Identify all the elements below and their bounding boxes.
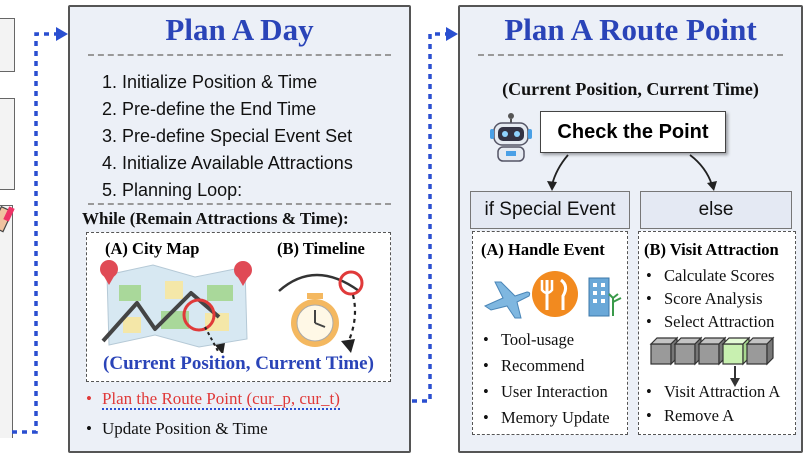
handle-event-title: (A) Handle Event (481, 240, 605, 259)
title-divider (88, 54, 391, 56)
list-item: • Visit Attraction A (644, 382, 780, 406)
step-item: 1. Initialize Position & Time (102, 72, 318, 92)
step-item: 2. Pre-define the End Time (102, 99, 317, 119)
update-position-item: • Update Position & Time (86, 419, 268, 438)
city-map-icon (95, 255, 260, 353)
loop-state-box (86, 232, 391, 382)
handle-event-box (472, 231, 628, 435)
plan-a-day-panel (68, 5, 411, 453)
loop-divider (88, 203, 391, 205)
arrowhead-route (446, 27, 458, 41)
airplane-icon (485, 282, 530, 318)
list-item: • User Interaction (481, 382, 610, 408)
cube-selected (723, 338, 749, 364)
clock-icon (265, 261, 383, 359)
connector-left-to-day (12, 34, 56, 432)
attraction-cubes-icon (649, 336, 789, 388)
branch-else: else (640, 191, 792, 229)
plan-a-route-point-title: Plan A Route Point (504, 12, 757, 47)
branch-if-special-event: if Special Event (470, 191, 630, 229)
while-label: While (Remain Attractions & Time): (82, 209, 349, 228)
title-divider (478, 54, 783, 56)
list-item: • Tool-usage (481, 330, 610, 356)
step-item: 4. Initialize Available Attractions (102, 153, 353, 173)
visit-attraction-box (638, 231, 796, 435)
plan-route-point-label: Plan the Route Point (cur_p, cur_t) (101, 389, 340, 408)
cube (747, 338, 773, 364)
step-item: 3. Pre-define Special Event Set (102, 126, 353, 146)
cube (699, 338, 725, 364)
current-state-label: (Current Position, Current Time) (103, 353, 374, 374)
list-item: • Score Analysis (644, 289, 774, 312)
plan-a-route-point-panel (458, 5, 803, 453)
restaurant-icon (532, 271, 578, 317)
branch-arrows (460, 147, 805, 191)
event-icons (477, 268, 625, 320)
visit-steps-top (644, 266, 774, 335)
list-item: • Select Attraction (644, 312, 774, 335)
plan-route-point-item: • Plan the Route Point (cur_p, cur_t) (86, 389, 340, 408)
check-point-label: Check the Point (557, 121, 709, 143)
step-item: 5. Planning Loop: (102, 180, 243, 200)
cube (651, 338, 677, 364)
list-item: • Calculate Scores (644, 266, 774, 289)
initialization-steps (102, 69, 353, 204)
list-item: • Remove A (644, 406, 780, 430)
building-icon (589, 278, 621, 316)
list-item: • Recommend (481, 356, 610, 382)
city-map-label: (A) City Map (105, 239, 200, 258)
arrowhead-day (56, 27, 68, 41)
list-item: • Memory Update (481, 408, 610, 434)
cube (675, 338, 701, 364)
visit-attraction-title: (B) Visit Attraction (644, 240, 779, 259)
timeline-label: (B) Timeline (277, 239, 365, 258)
plan-a-day-title: Plan A Day (165, 12, 314, 47)
handle-event-list (481, 330, 610, 434)
route-input-label: (Current Position, Current Time) (502, 79, 759, 99)
update-position-label: Update Position & Time (101, 419, 268, 438)
visit-steps-bottom (644, 382, 780, 430)
